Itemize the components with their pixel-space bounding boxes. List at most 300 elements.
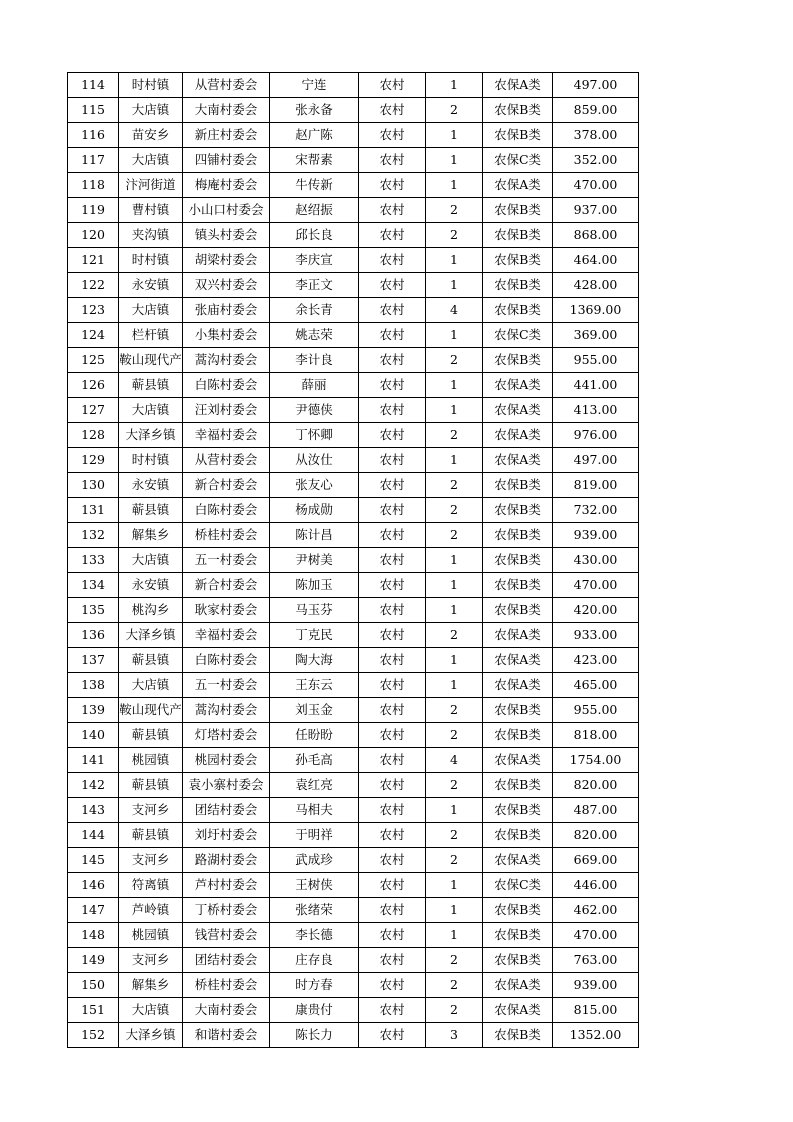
cell-serial-number: 151 xyxy=(68,998,119,1023)
cell-town: 汴河街道 xyxy=(119,173,183,198)
cell-amount: 470.00 xyxy=(553,573,639,598)
cell-people-count: 2 xyxy=(426,198,483,223)
cell-village-committee: 团结村委会 xyxy=(183,798,270,823)
cell-people-count: 1 xyxy=(426,123,483,148)
cell-insurance-category: 农保A类 xyxy=(483,448,553,473)
cell-people-count: 2 xyxy=(426,848,483,873)
cell-name: 尹德侠 xyxy=(270,398,359,423)
table-row xyxy=(68,248,639,273)
cell-insurance-category: 农保B类 xyxy=(483,1023,553,1048)
cell-town: 永安镇 xyxy=(119,273,183,298)
roster-table-body xyxy=(68,73,639,1048)
cell-serial-number: 146 xyxy=(68,873,119,898)
cell-amount: 470.00 xyxy=(553,923,639,948)
cell-insurance-category: 农保B类 xyxy=(483,523,553,548)
cell-people-count: 2 xyxy=(426,98,483,123)
cell-name: 康贵付 xyxy=(270,998,359,1023)
cell-serial-number: 140 xyxy=(68,723,119,748)
table-row xyxy=(68,673,639,698)
cell-household-type: 农村 xyxy=(359,973,426,998)
cell-insurance-category: 农保B类 xyxy=(483,698,553,723)
cell-town: 夹沟镇 xyxy=(119,223,183,248)
cell-household-type: 农村 xyxy=(359,648,426,673)
cell-serial-number: 136 xyxy=(68,623,119,648)
cell-village-committee: 汪刘村委会 xyxy=(183,398,270,423)
cell-town: 大泽乡镇 xyxy=(119,623,183,648)
cell-people-count: 2 xyxy=(426,223,483,248)
cell-village-committee: 刘圩村委会 xyxy=(183,823,270,848)
cell-serial-number: 125 xyxy=(68,348,119,373)
cell-insurance-category: 农保A类 xyxy=(483,73,553,98)
cell-town: 时村镇 xyxy=(119,73,183,98)
table-row xyxy=(68,898,639,923)
cell-town: 永安镇 xyxy=(119,473,183,498)
cell-people-count: 1 xyxy=(426,323,483,348)
cell-household-type: 农村 xyxy=(359,548,426,573)
cell-serial-number: 128 xyxy=(68,423,119,448)
cell-name: 姚志荣 xyxy=(270,323,359,348)
cell-serial-number: 143 xyxy=(68,798,119,823)
cell-village-committee: 镇头村委会 xyxy=(183,223,270,248)
cell-household-type: 农村 xyxy=(359,873,426,898)
cell-insurance-category: 农保A类 xyxy=(483,648,553,673)
table-row xyxy=(68,773,639,798)
cell-name: 杨成勋 xyxy=(270,498,359,523)
cell-serial-number: 114 xyxy=(68,73,119,98)
cell-serial-number: 149 xyxy=(68,948,119,973)
cell-name: 武成珍 xyxy=(270,848,359,873)
cell-insurance-category: 农保C类 xyxy=(483,323,553,348)
cell-household-type: 农村 xyxy=(359,373,426,398)
cell-people-count: 2 xyxy=(426,948,483,973)
cell-serial-number: 123 xyxy=(68,298,119,323)
cell-name: 张永备 xyxy=(270,98,359,123)
cell-amount: 820.00 xyxy=(553,823,639,848)
cell-serial-number: 120 xyxy=(68,223,119,248)
cell-household-type: 农村 xyxy=(359,523,426,548)
cell-people-count: 1 xyxy=(426,798,483,823)
cell-name: 孙毛高 xyxy=(270,748,359,773)
cell-people-count: 4 xyxy=(426,748,483,773)
cell-name: 陈加玉 xyxy=(270,573,359,598)
cell-village-committee: 袁小寨村委会 xyxy=(183,773,270,798)
cell-village-committee: 团结村委会 xyxy=(183,948,270,973)
cell-household-type: 农村 xyxy=(359,73,426,98)
cell-people-count: 4 xyxy=(426,298,483,323)
table-row xyxy=(68,273,639,298)
cell-people-count: 1 xyxy=(426,923,483,948)
cell-people-count: 1 xyxy=(426,173,483,198)
cell-insurance-category: 农保B类 xyxy=(483,473,553,498)
cell-insurance-category: 农保B类 xyxy=(483,348,553,373)
cell-town: 桃园镇 xyxy=(119,923,183,948)
cell-insurance-category: 农保B类 xyxy=(483,598,553,623)
cell-people-count: 1 xyxy=(426,148,483,173)
cell-serial-number: 126 xyxy=(68,373,119,398)
cell-household-type: 农村 xyxy=(359,723,426,748)
cell-serial-number: 115 xyxy=(68,98,119,123)
cell-village-committee: 幸福村委会 xyxy=(183,423,270,448)
cell-serial-number: 152 xyxy=(68,1023,119,1048)
cell-village-committee: 灯塔村委会 xyxy=(183,723,270,748)
table-row xyxy=(68,398,639,423)
cell-insurance-category: 农保A类 xyxy=(483,673,553,698)
cell-amount: 470.00 xyxy=(553,173,639,198)
cell-people-count: 1 xyxy=(426,248,483,273)
cell-town: 曹村镇 xyxy=(119,198,183,223)
cell-name: 邱长良 xyxy=(270,223,359,248)
cell-name: 马玉芬 xyxy=(270,598,359,623)
cell-amount: 868.00 xyxy=(553,223,639,248)
cell-village-committee: 新合村委会 xyxy=(183,573,270,598)
cell-amount: 464.00 xyxy=(553,248,639,273)
table-row xyxy=(68,723,639,748)
cell-town: 支河乡 xyxy=(119,848,183,873)
cell-serial-number: 133 xyxy=(68,548,119,573)
cell-village-committee: 小山口村委会 xyxy=(183,198,270,223)
cell-people-count: 2 xyxy=(426,723,483,748)
cell-insurance-category: 农保A类 xyxy=(483,848,553,873)
table-row xyxy=(68,648,639,673)
cell-people-count: 1 xyxy=(426,73,483,98)
cell-name: 宋帮素 xyxy=(270,148,359,173)
cell-village-committee: 张庙村委会 xyxy=(183,298,270,323)
cell-amount: 487.00 xyxy=(553,798,639,823)
cell-insurance-category: 农保B类 xyxy=(483,923,553,948)
cell-name: 袁红亮 xyxy=(270,773,359,798)
cell-amount: 939.00 xyxy=(553,973,639,998)
cell-village-committee: 白陈村委会 xyxy=(183,498,270,523)
cell-amount: 955.00 xyxy=(553,698,639,723)
table-row xyxy=(68,823,639,848)
cell-village-committee: 新合村委会 xyxy=(183,473,270,498)
cell-people-count: 2 xyxy=(426,623,483,648)
cell-insurance-category: 农保B类 xyxy=(483,223,553,248)
cell-name: 任盼盼 xyxy=(270,723,359,748)
table-row xyxy=(68,948,639,973)
cell-town: 解集乡 xyxy=(119,523,183,548)
cell-name: 于明祥 xyxy=(270,823,359,848)
cell-amount: 1369.00 xyxy=(553,298,639,323)
cell-people-count: 2 xyxy=(426,773,483,798)
cell-insurance-category: 农保A类 xyxy=(483,398,553,423)
cell-household-type: 农村 xyxy=(359,848,426,873)
table-row xyxy=(68,123,639,148)
cell-amount: 465.00 xyxy=(553,673,639,698)
cell-village-committee: 钱营村委会 xyxy=(183,923,270,948)
cell-insurance-category: 农保C类 xyxy=(483,873,553,898)
cell-amount: 1352.00 xyxy=(553,1023,639,1048)
cell-insurance-category: 农保A类 xyxy=(483,423,553,448)
cell-name: 李庆宣 xyxy=(270,248,359,273)
cell-town: 蕲县镇 xyxy=(119,648,183,673)
table-row xyxy=(68,423,639,448)
cell-household-type: 农村 xyxy=(359,298,426,323)
cell-town: 桃园镇 xyxy=(119,748,183,773)
cell-insurance-category: 农保B类 xyxy=(483,798,553,823)
cell-village-committee: 耿家村委会 xyxy=(183,598,270,623)
cell-village-committee: 蒿沟村委会 xyxy=(183,698,270,723)
cell-town: 符离镇 xyxy=(119,873,183,898)
table-row xyxy=(68,473,639,498)
cell-insurance-category: 农保A类 xyxy=(483,373,553,398)
cell-insurance-category: 农保B类 xyxy=(483,898,553,923)
cell-household-type: 农村 xyxy=(359,198,426,223)
table-row xyxy=(68,173,639,198)
cell-amount: 497.00 xyxy=(553,448,639,473)
cell-town: 蕲县镇 xyxy=(119,823,183,848)
table-row xyxy=(68,448,639,473)
cell-village-committee: 和谐村委会 xyxy=(183,1023,270,1048)
cell-amount: 859.00 xyxy=(553,98,639,123)
table-row xyxy=(68,798,639,823)
cell-insurance-category: 农保A类 xyxy=(483,173,553,198)
cell-household-type: 农村 xyxy=(359,623,426,648)
table-row xyxy=(68,623,639,648)
table-row xyxy=(68,998,639,1023)
cell-insurance-category: 农保B类 xyxy=(483,123,553,148)
cell-people-count: 1 xyxy=(426,548,483,573)
cell-name: 时方春 xyxy=(270,973,359,998)
cell-amount: 378.00 xyxy=(553,123,639,148)
cell-amount: 976.00 xyxy=(553,423,639,448)
cell-village-committee: 小集村委会 xyxy=(183,323,270,348)
cell-people-count: 1 xyxy=(426,573,483,598)
cell-people-count: 2 xyxy=(426,973,483,998)
cell-village-committee: 白陈村委会 xyxy=(183,648,270,673)
cell-name: 刘玉金 xyxy=(270,698,359,723)
cell-serial-number: 131 xyxy=(68,498,119,523)
cell-people-count: 1 xyxy=(426,673,483,698)
cell-serial-number: 122 xyxy=(68,273,119,298)
cell-serial-number: 148 xyxy=(68,923,119,948)
cell-serial-number: 119 xyxy=(68,198,119,223)
cell-serial-number: 145 xyxy=(68,848,119,873)
cell-people-count: 2 xyxy=(426,473,483,498)
cell-serial-number: 135 xyxy=(68,598,119,623)
cell-name: 张绪荣 xyxy=(270,898,359,923)
cell-people-count: 1 xyxy=(426,448,483,473)
cell-insurance-category: 农保B类 xyxy=(483,98,553,123)
cell-household-type: 农村 xyxy=(359,898,426,923)
cell-household-type: 农村 xyxy=(359,798,426,823)
cell-town: 时村镇 xyxy=(119,248,183,273)
cell-household-type: 农村 xyxy=(359,998,426,1023)
cell-insurance-category: 农保A类 xyxy=(483,748,553,773)
cell-name: 李长德 xyxy=(270,923,359,948)
cell-household-type: 农村 xyxy=(359,473,426,498)
cell-amount: 933.00 xyxy=(553,623,639,648)
cell-serial-number: 118 xyxy=(68,173,119,198)
cell-amount: 420.00 xyxy=(553,598,639,623)
cell-town: 大店镇 xyxy=(119,998,183,1023)
cell-name: 薛丽 xyxy=(270,373,359,398)
cell-insurance-category: 农保B类 xyxy=(483,948,553,973)
cell-town: 大泽乡镇 xyxy=(119,423,183,448)
cell-village-committee: 白陈村委会 xyxy=(183,373,270,398)
cell-amount: 669.00 xyxy=(553,848,639,873)
cell-town: 鞍山现代产 xyxy=(119,348,183,373)
cell-village-committee: 双兴村委会 xyxy=(183,273,270,298)
cell-insurance-category: 农保B类 xyxy=(483,548,553,573)
cell-amount: 1754.00 xyxy=(553,748,639,773)
cell-insurance-category: 农保A类 xyxy=(483,998,553,1023)
cell-people-count: 1 xyxy=(426,648,483,673)
cell-village-committee: 幸福村委会 xyxy=(183,623,270,648)
cell-household-type: 农村 xyxy=(359,173,426,198)
cell-amount: 423.00 xyxy=(553,648,639,673)
cell-household-type: 农村 xyxy=(359,248,426,273)
cell-name: 李计良 xyxy=(270,348,359,373)
cell-household-type: 农村 xyxy=(359,323,426,348)
cell-serial-number: 117 xyxy=(68,148,119,173)
roster-sheet xyxy=(67,72,638,1048)
table-row xyxy=(68,373,639,398)
cell-serial-number: 130 xyxy=(68,473,119,498)
cell-serial-number: 116 xyxy=(68,123,119,148)
cell-name: 陶大海 xyxy=(270,648,359,673)
cell-name: 赵广陈 xyxy=(270,123,359,148)
cell-town: 栏杆镇 xyxy=(119,323,183,348)
cell-people-count: 1 xyxy=(426,373,483,398)
table-row xyxy=(68,548,639,573)
cell-people-count: 1 xyxy=(426,398,483,423)
cell-amount: 497.00 xyxy=(553,73,639,98)
cell-village-committee: 五一村委会 xyxy=(183,673,270,698)
cell-name: 丁怀卿 xyxy=(270,423,359,448)
cell-village-committee: 五一村委会 xyxy=(183,548,270,573)
cell-serial-number: 132 xyxy=(68,523,119,548)
cell-insurance-category: 农保B类 xyxy=(483,773,553,798)
cell-village-committee: 大南村委会 xyxy=(183,998,270,1023)
table-row xyxy=(68,298,639,323)
cell-town: 大泽乡镇 xyxy=(119,1023,183,1048)
cell-town: 大店镇 xyxy=(119,548,183,573)
cell-insurance-category: 农保B类 xyxy=(483,198,553,223)
cell-town: 大店镇 xyxy=(119,398,183,423)
cell-village-committee: 桥桂村委会 xyxy=(183,973,270,998)
table-row xyxy=(68,523,639,548)
table-row xyxy=(68,73,639,98)
table-row xyxy=(68,498,639,523)
cell-people-count: 3 xyxy=(426,1023,483,1048)
cell-serial-number: 139 xyxy=(68,698,119,723)
cell-village-committee: 丁桥村委会 xyxy=(183,898,270,923)
table-row xyxy=(68,573,639,598)
cell-serial-number: 129 xyxy=(68,448,119,473)
cell-village-committee: 四铺村委会 xyxy=(183,148,270,173)
cell-insurance-category: 农保B类 xyxy=(483,573,553,598)
cell-people-count: 2 xyxy=(426,498,483,523)
cell-amount: 763.00 xyxy=(553,948,639,973)
cell-town: 蕲县镇 xyxy=(119,373,183,398)
cell-name: 丁克民 xyxy=(270,623,359,648)
cell-village-committee: 蒿沟村委会 xyxy=(183,348,270,373)
cell-amount: 430.00 xyxy=(553,548,639,573)
cell-household-type: 农村 xyxy=(359,948,426,973)
table-row xyxy=(68,348,639,373)
cell-household-type: 农村 xyxy=(359,698,426,723)
cell-town: 桃沟乡 xyxy=(119,598,183,623)
cell-household-type: 农村 xyxy=(359,773,426,798)
cell-amount: 428.00 xyxy=(553,273,639,298)
table-row xyxy=(68,748,639,773)
cell-household-type: 农村 xyxy=(359,123,426,148)
table-row xyxy=(68,598,639,623)
cell-household-type: 农村 xyxy=(359,398,426,423)
table-row xyxy=(68,198,639,223)
cell-amount: 818.00 xyxy=(553,723,639,748)
table-row xyxy=(68,98,639,123)
cell-insurance-category: 农保B类 xyxy=(483,298,553,323)
table-row xyxy=(68,323,639,348)
cell-village-committee: 芦村村委会 xyxy=(183,873,270,898)
cell-amount: 939.00 xyxy=(553,523,639,548)
cell-village-committee: 新庄村委会 xyxy=(183,123,270,148)
cell-household-type: 农村 xyxy=(359,273,426,298)
cell-amount: 820.00 xyxy=(553,773,639,798)
cell-people-count: 1 xyxy=(426,598,483,623)
cell-village-committee: 路湖村委会 xyxy=(183,848,270,873)
cell-household-type: 农村 xyxy=(359,223,426,248)
cell-serial-number: 121 xyxy=(68,248,119,273)
cell-serial-number: 127 xyxy=(68,398,119,423)
cell-people-count: 2 xyxy=(426,823,483,848)
cell-serial-number: 142 xyxy=(68,773,119,798)
cell-name: 陈计昌 xyxy=(270,523,359,548)
cell-amount: 819.00 xyxy=(553,473,639,498)
cell-household-type: 农村 xyxy=(359,1023,426,1048)
cell-amount: 732.00 xyxy=(553,498,639,523)
cell-town: 鞍山现代产 xyxy=(119,698,183,723)
cell-town: 蕲县镇 xyxy=(119,723,183,748)
cell-household-type: 农村 xyxy=(359,98,426,123)
cell-household-type: 农村 xyxy=(359,748,426,773)
cell-household-type: 农村 xyxy=(359,823,426,848)
cell-amount: 815.00 xyxy=(553,998,639,1023)
cell-name: 李正文 xyxy=(270,273,359,298)
cell-insurance-category: 农保C类 xyxy=(483,148,553,173)
cell-insurance-category: 农保B类 xyxy=(483,823,553,848)
cell-town: 蕲县镇 xyxy=(119,498,183,523)
cell-amount: 352.00 xyxy=(553,148,639,173)
cell-town: 时村镇 xyxy=(119,448,183,473)
cell-amount: 441.00 xyxy=(553,373,639,398)
cell-household-type: 农村 xyxy=(359,598,426,623)
cell-name: 王东云 xyxy=(270,673,359,698)
cell-serial-number: 150 xyxy=(68,973,119,998)
table-row xyxy=(68,148,639,173)
cell-name: 从汝仕 xyxy=(270,448,359,473)
cell-serial-number: 141 xyxy=(68,748,119,773)
cell-amount: 462.00 xyxy=(553,898,639,923)
cell-town: 蕲县镇 xyxy=(119,773,183,798)
cell-town: 支河乡 xyxy=(119,948,183,973)
table-row xyxy=(68,923,639,948)
cell-people-count: 2 xyxy=(426,998,483,1023)
cell-town: 支河乡 xyxy=(119,798,183,823)
cell-town: 大店镇 xyxy=(119,673,183,698)
cell-insurance-category: 农保B类 xyxy=(483,273,553,298)
cell-household-type: 农村 xyxy=(359,498,426,523)
cell-insurance-category: 农保B类 xyxy=(483,248,553,273)
cell-name: 宁连 xyxy=(270,73,359,98)
cell-town: 大店镇 xyxy=(119,148,183,173)
cell-town: 大店镇 xyxy=(119,98,183,123)
cell-name: 马相夫 xyxy=(270,798,359,823)
cell-name: 余长青 xyxy=(270,298,359,323)
cell-people-count: 2 xyxy=(426,698,483,723)
